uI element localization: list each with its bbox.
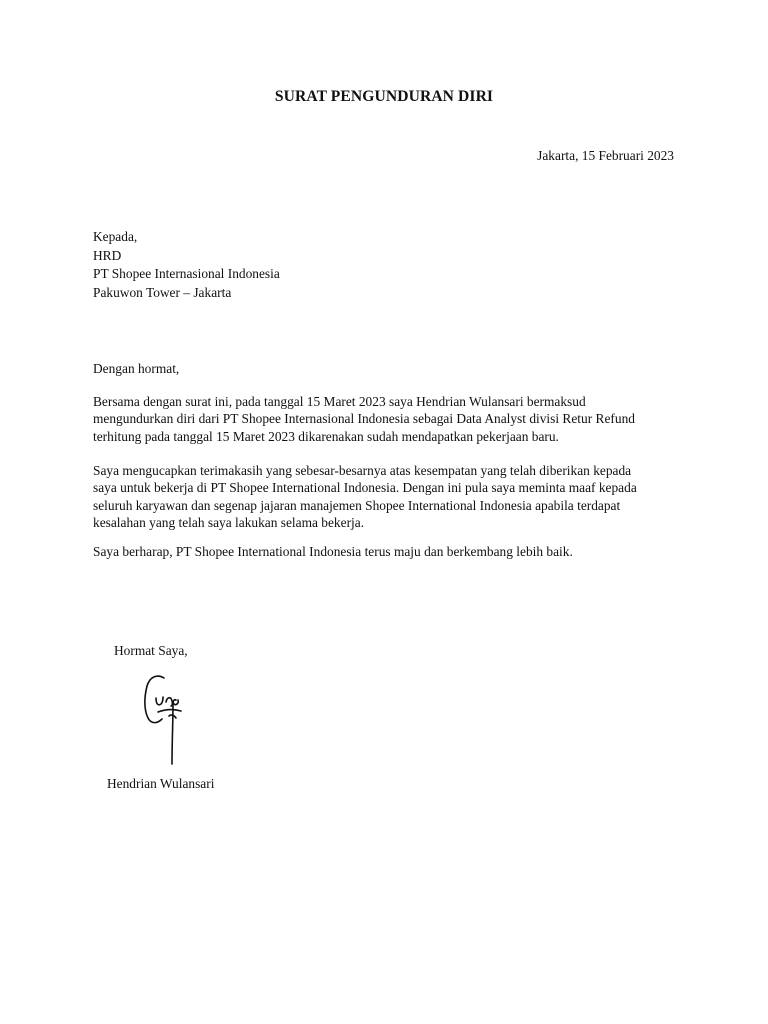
paragraph-line: seluruh karyawan dan segenap jajaran manajemen Shopee International Indonesia apabila terdapat bbox=[93, 497, 621, 513]
recipient-line: HRD bbox=[93, 247, 122, 263]
recipient-line: PT Shopee Internasional Indonesia bbox=[93, 266, 280, 282]
recipient-line: Kepada, bbox=[93, 229, 138, 244]
greeting: Dengan hormat, bbox=[93, 361, 180, 376]
paragraph-line: saya untuk bekerja di PT Shopee International Indonesia. Dengan ini pula saya meminta maaf kepada bbox=[93, 480, 637, 496]
body-paragraph-1 bbox=[93, 393, 683, 445]
body-paragraph-2 bbox=[93, 462, 683, 532]
place-date: Jakarta, 15 Februari 2023 bbox=[537, 148, 674, 163]
body-paragraph-3 bbox=[93, 543, 683, 560]
paragraph-line: kesalahan yang telah saya lakukan selama bekerja. bbox=[93, 515, 365, 531]
paragraph-line: Saya berharap, PT Shopee International Indonesia terus maju dan berkembang lebih baik. bbox=[93, 544, 573, 559]
paragraph-line: Bersama dengan surat ini, pada tanggal 15 Maret 2023 saya Hendrian Wulansari bermaksud bbox=[93, 394, 586, 409]
recipient-line: Pakuwon Tower – Jakarta bbox=[93, 284, 232, 300]
handwritten-signature bbox=[136, 672, 196, 768]
paragraph-line: Saya mengucapkan terimakasih yang sebesar-besarnya atas kesempatan yang telah diberikan kepada bbox=[93, 463, 632, 478]
paragraph-line: terhitung pada tanggal 15 Maret 2023 dikarenakan sudah mendapatkan pekerjaan baru. bbox=[93, 428, 559, 444]
closing: Hormat Saya, bbox=[114, 643, 188, 658]
recipient-block bbox=[93, 228, 280, 302]
signer-name: Hendrian Wulansari bbox=[107, 776, 215, 791]
paragraph-line: mengundurkan diri dari PT Shopee Internasional Indonesia sebagai Data Analyst divisi Retur Refund bbox=[93, 411, 635, 427]
letter-title: SURAT PENGUNDURAN DIRI bbox=[274, 88, 494, 105]
